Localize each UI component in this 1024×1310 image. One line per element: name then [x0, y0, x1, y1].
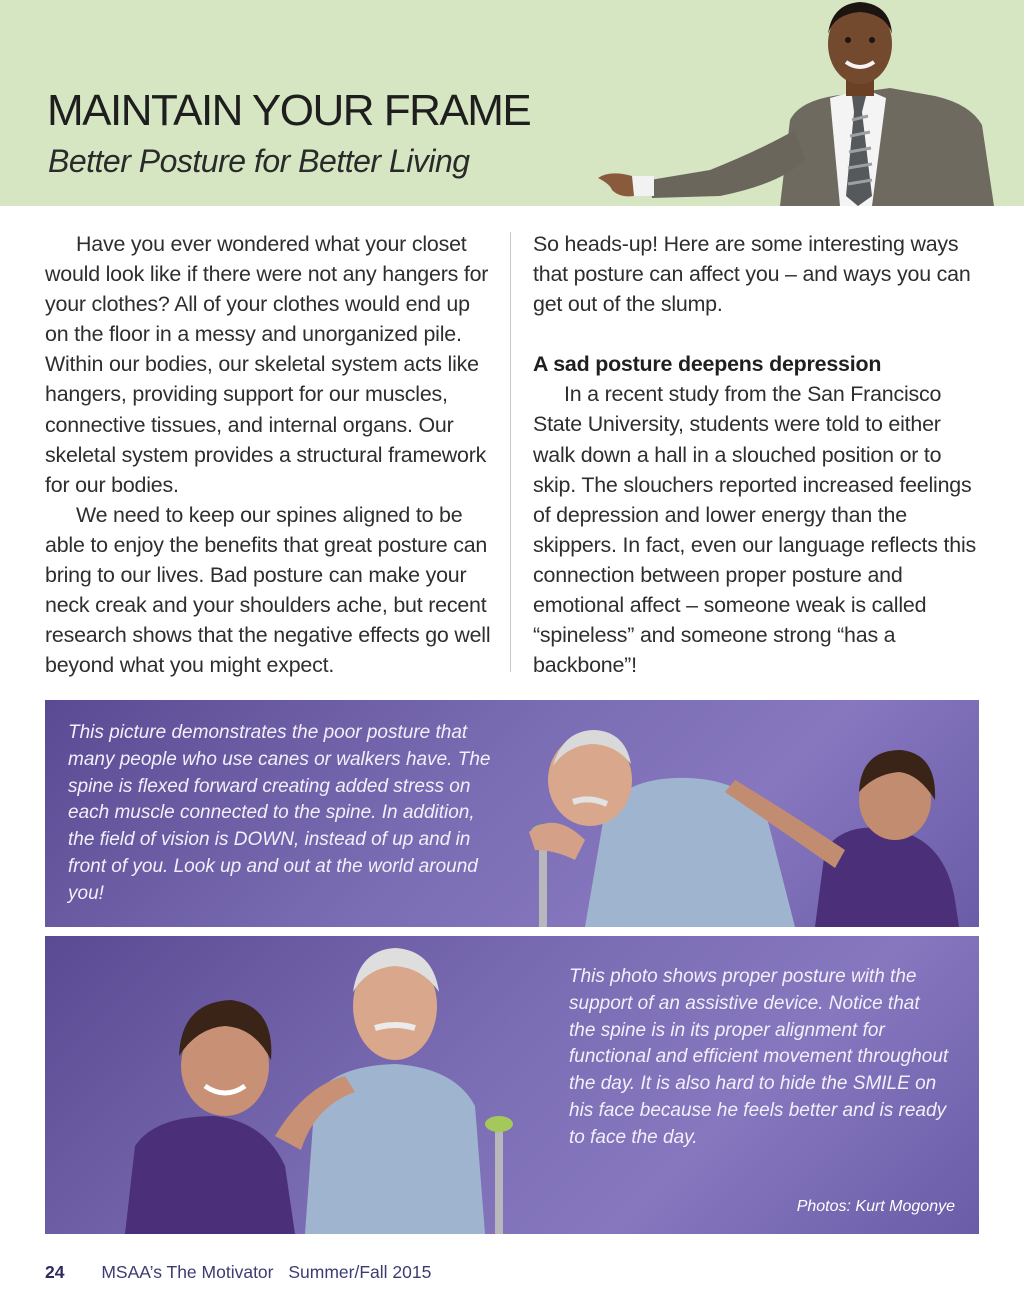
page-number: 24: [45, 1262, 65, 1282]
article-paragraph: Have you ever wondered what your closet would look like if there were not any hangers for your clothes? All of your clothes would end up on the floor in a messy and unorganized pile. Within our bodies, our skeletal system acts like hangers, providing support for our muscles, connective tissues, and internal organs. Our skeletal system provides a structural framework for our bodies.: [45, 232, 489, 497]
poor-posture-illustration: [515, 700, 979, 927]
section-heading: A sad posture deepens depression: [533, 352, 882, 377]
photo-proper-posture: [45, 936, 979, 1234]
page-subtitle: Better Posture for Better Living: [48, 143, 470, 179]
column-divider: [510, 232, 511, 672]
issue-label: Summer/Fall 2015: [288, 1262, 432, 1282]
proper-posture-illustration: [105, 936, 565, 1234]
article-intro: So heads-up! Here are some interesting ways that posture can affect you – and ways you can get out of the slump.: [533, 232, 971, 317]
article-paragraph: We need to keep our spines aligned to be able to enjoy the benefits that great posture can bring to our lives. Bad posture can make your neck creak and your shoulders ache, but recent research shows that the negative effects go well beyond what you might expect.: [45, 502, 491, 678]
photo-caption: This picture demonstrates the poor posture that many people who use canes or walkers have. The spine is flexed forward creating added stress on each muscle connected to the spine. In addition, the field of vision is DOWN, instead of up and in front of you. Look up and out at the world around you!: [68, 722, 491, 904]
photo-poor-posture: [45, 700, 979, 927]
publication-name: MSAA’s The Motivator: [101, 1262, 274, 1282]
article-left-column: [45, 229, 495, 680]
article-paragraph: In a recent study from the San Francisco State University, students were told to either walk down a hall in a slouched position or to skip. The slouchers reported increased feelings of depression and lower energy than the skippers. In fact, even our language reflects this connection between proper posture and emotional affect – someone weak is called “spineless” and someone strong “has a backbone”!: [533, 382, 977, 678]
article-right-column: [533, 229, 985, 680]
businessman-photo: [590, 0, 1024, 206]
page-title: MAINTAIN YOUR FRAME: [47, 86, 531, 135]
photo-credit: Photos: Kurt Mogonye: [796, 1198, 955, 1215]
photo-caption: This photo shows proper posture with the support of an assistive device. Notice that the spine is in its proper alignment for functional and efficient movement throughout the day. It is also hard to hide the SMILE on his face because he feels better and is ready to face the day.: [569, 966, 949, 1148]
header-band: [0, 0, 1024, 206]
page-footer: [45, 1262, 431, 1283]
